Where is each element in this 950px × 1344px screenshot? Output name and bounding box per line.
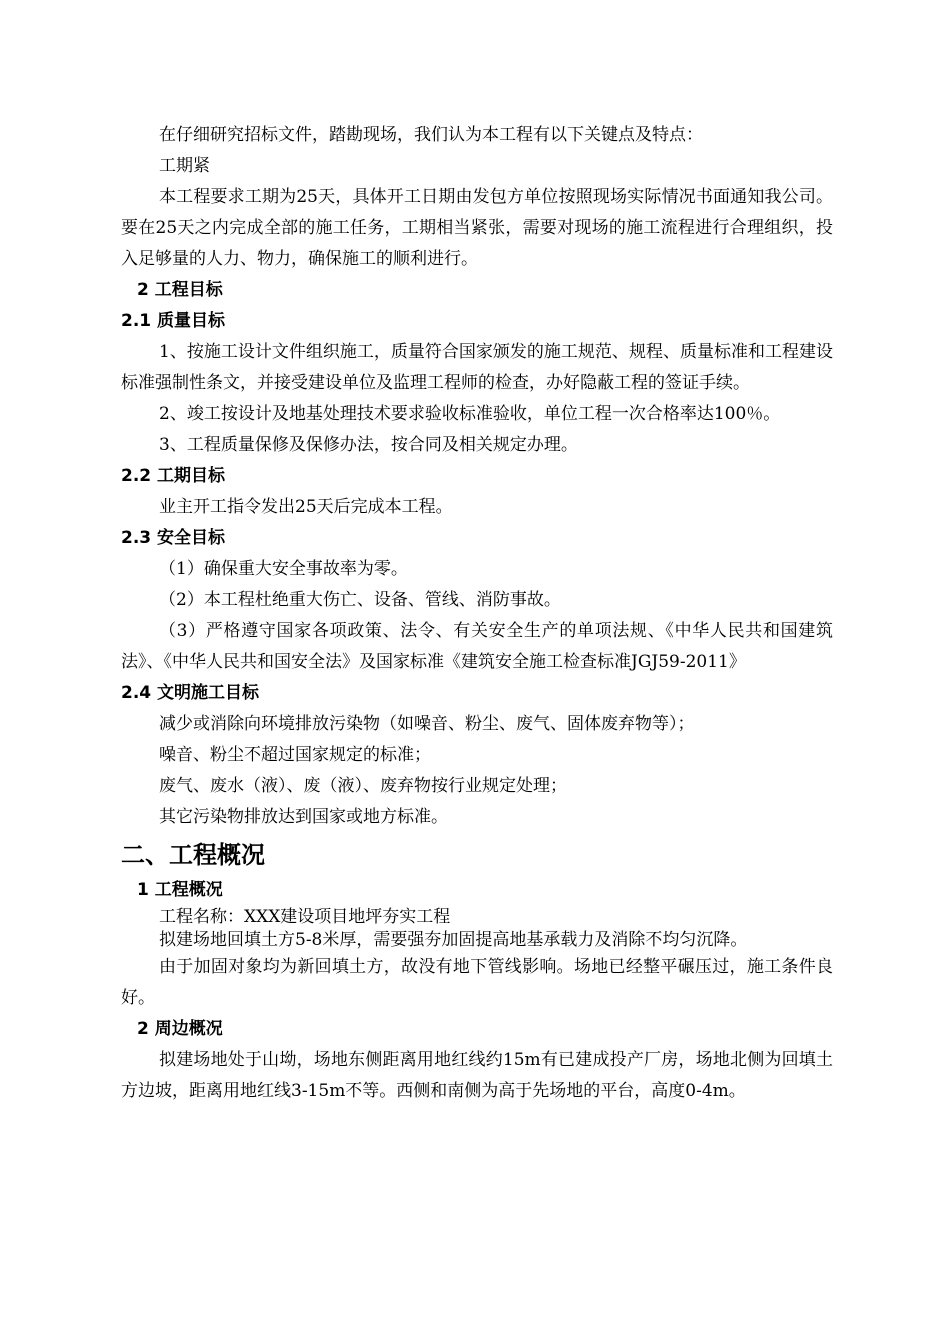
civil-item: 噪音、粉尘不超过国家规定的标准； bbox=[159, 745, 431, 765]
subsection-heading-quality: 2.1 质量目标 bbox=[121, 311, 226, 331]
project-paragraph: 拟建场地回填土方5-8米厚，需要强夯加固提高地基承载力及消除不均匀沉降。 bbox=[159, 930, 748, 950]
quality-item: 3、工程质量保修及保修办法，按合同及相关规定办理。 bbox=[159, 435, 578, 455]
quality-item: 2、竣工按设计及地基处理技术要求验收标准验收，单位工程一次合格率达100％。 bbox=[159, 404, 781, 424]
project-name: 工程名称：XXX建设项目地坪夯实工程 bbox=[159, 907, 451, 927]
safety-item: （3）严格遵守国家各项政策、法令、有关安全生产的单项法规、《中华人民共和国建筑法》、《中华人民共和国安全法》及国家标准《建筑安全施工检查标准JGJ59-2011》 bbox=[121, 621, 833, 672]
safety-item: （2）本工程杜绝重大伤亡、设备、管线、消防事故。 bbox=[159, 590, 561, 610]
subsection-heading-safety: 2.3 安全目标 bbox=[121, 528, 226, 548]
subsection-heading-schedule: 2.2 工期目标 bbox=[121, 466, 226, 486]
safety-item: （1）确保重大安全事故率为零。 bbox=[159, 559, 408, 579]
document-body bbox=[121, 120, 833, 1107]
intro-lead: 在仔细研究招标文件，踏勘现场，我们认为本工程有以下关键点及特点： bbox=[159, 125, 703, 145]
surroundings-text: 拟建场地处于山坳，场地东侧距离用地红线约15m有已建成投产厂房，场地北侧为回填土方边坡，距离用地红线3-15m不等。西侧和南侧为高于先场地的平台，高度0-4m。 bbox=[121, 1050, 833, 1101]
key-point-text: 本工程要求工期为25天，具体开工日期由发包方单位按照现场实际情况书面通知我公司。要在25天之内完成全部的施工任务，工期相当紧张，需要对现场的施工流程进行合理组织，投入足够量的人力、物力，确保施工的顺利进行。 bbox=[121, 187, 833, 269]
civil-item: 减少或消除向环境排放污染物（如噪音、粉尘、废气、固体废弃物等）； bbox=[159, 714, 695, 734]
section-heading-surroundings: 2 周边概况 bbox=[137, 1019, 223, 1039]
section-heading-goals: 2 工程目标 bbox=[137, 280, 223, 300]
civil-item: 其它污染物排放达到国家或地方标准。 bbox=[159, 807, 448, 827]
quality-item: 1、按施工设计文件组织施工，质量符合国家颁发的施工规范、规程、质量标准和工程建设标准强制性条文，并接受建设单位及监理工程师的检查，办好隐蔽工程的签证手续。 bbox=[121, 342, 833, 393]
key-point-title: 工期紧 bbox=[159, 156, 210, 176]
chapter-heading-overview: 二、工程概况 bbox=[121, 841, 265, 869]
section-heading-project: 1 工程概况 bbox=[137, 880, 223, 900]
schedule-text: 业主开工指令发出25天后完成本工程。 bbox=[159, 497, 453, 517]
subsection-heading-civil: 2.4 文明施工目标 bbox=[121, 683, 260, 703]
project-paragraph: 由于加固对象均为新回填土方，故没有地下管线影响。场地已经整平碾压过，施工条件良好。 bbox=[121, 957, 833, 1008]
civil-item: 废气、废水（液）、废（液）、废弃物按行业规定处理； bbox=[159, 776, 567, 796]
